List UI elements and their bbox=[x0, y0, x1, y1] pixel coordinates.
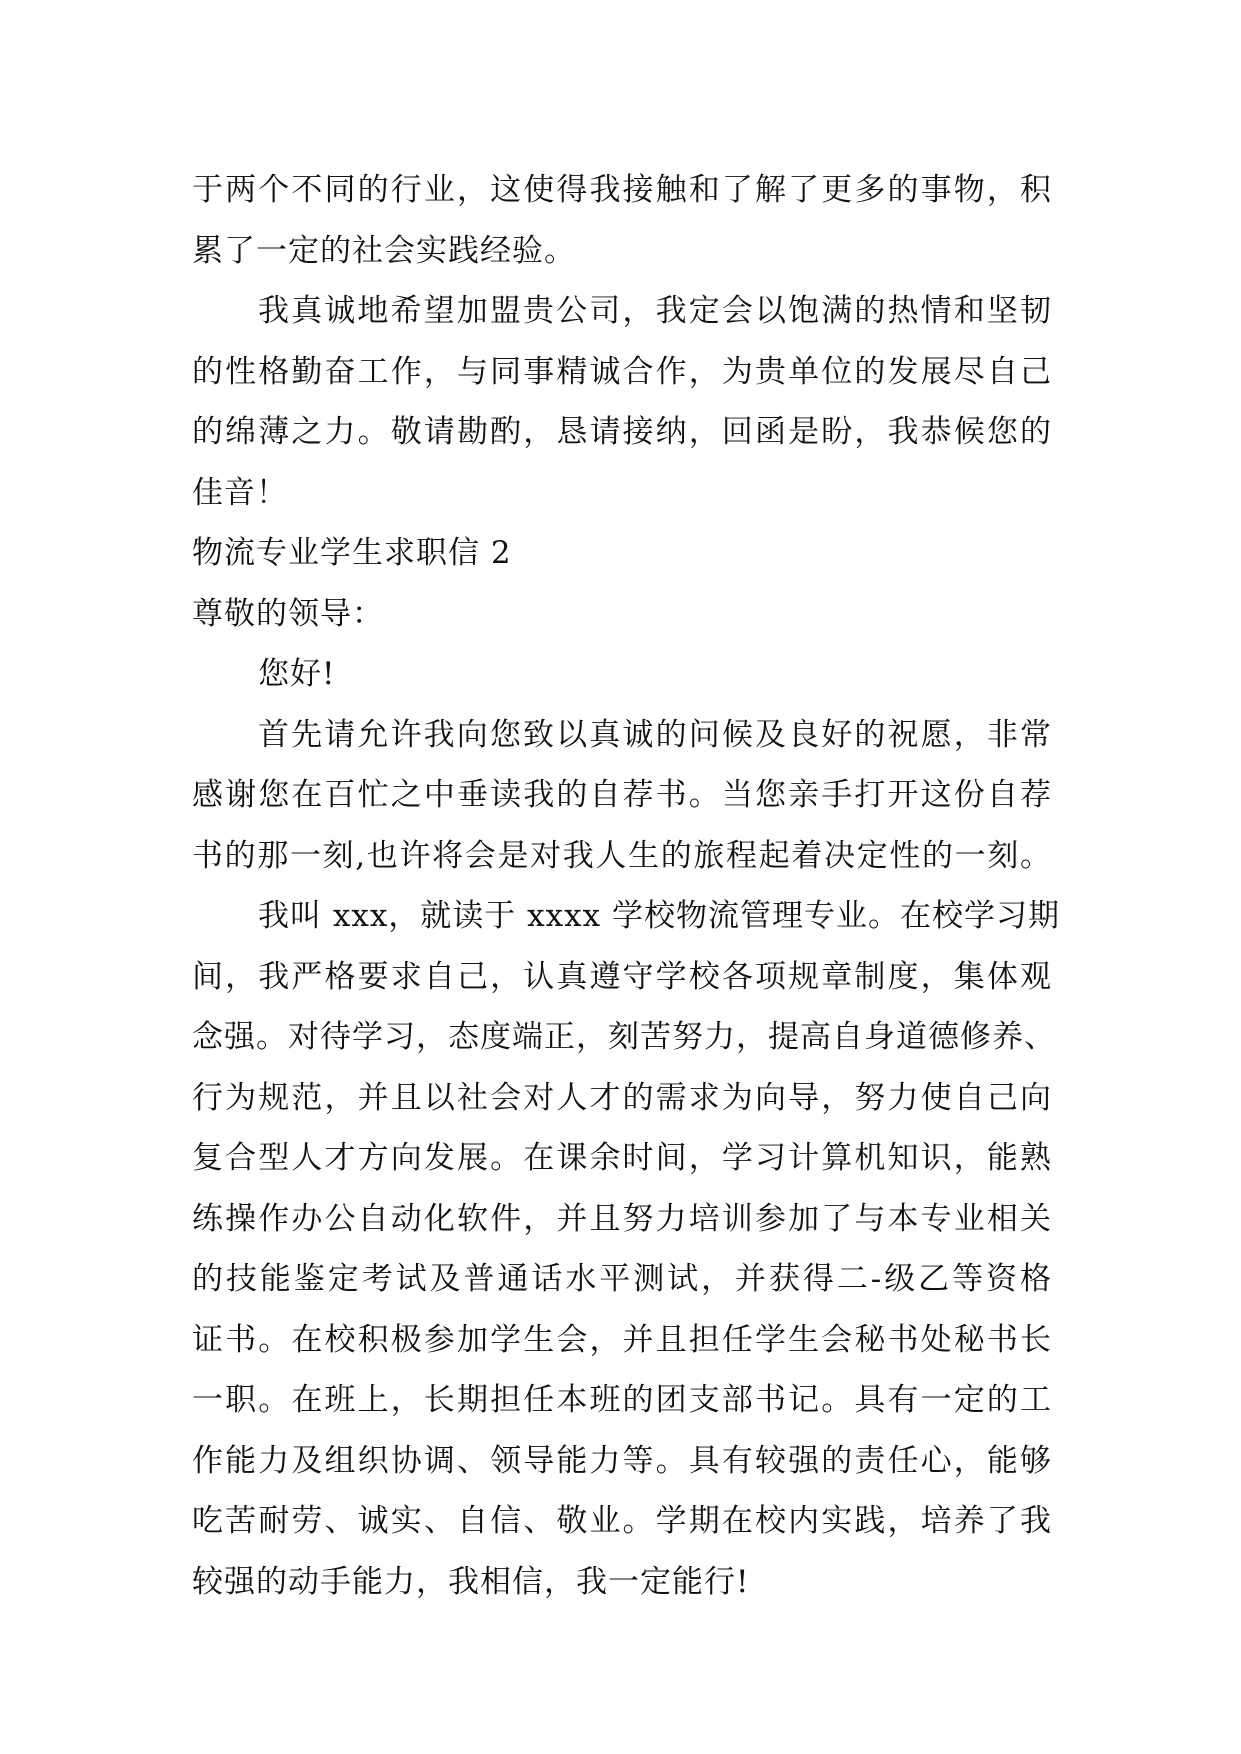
paragraph-3-line-1: 首先请允许我向您致以真诚的问候及良好的祝愿，非常 bbox=[258, 716, 1052, 753]
paragraph-4-line-5: 复合型人才方向发展。在课余时间，学习计算机知识，能熟 bbox=[192, 1140, 1052, 1176]
paragraph-4-line-8: 证书。在校积极参加学生会，并且担任学生会秘书处秘书长 bbox=[192, 1321, 1052, 1358]
letter-page bbox=[192, 160, 1060, 1612]
paragraph-2-line-1: 我真诚地希望加盟贵公司，我定会以饱满的热情和坚韧 bbox=[258, 293, 1052, 329]
paragraph-4-line-10: 作能力及组织协调、领导能力等。具有较强的责任心，能够 bbox=[192, 1442, 1052, 1479]
greeting: 您好! bbox=[258, 656, 336, 692]
paragraph-4-line-2: 间，我严格要求自己，认真遵守学校各项规章制度，集体观 bbox=[192, 958, 1052, 995]
paragraph-4-line-3: 念强。对待学习，态度端正，刻苦努力，提高自身道德修养、 bbox=[192, 1019, 1056, 1055]
paragraph-2-line-3: 的绵薄之力。敬请勘酌，恳请接纳，回函是盼，我恭候您的 bbox=[192, 414, 1052, 450]
salutation: 尊敬的领导： bbox=[192, 595, 384, 632]
paragraph-1-line-2: 累了一定的社会实践经验。 bbox=[192, 232, 576, 269]
letter-heading: 物流专业学生求职信 2 bbox=[192, 535, 512, 571]
paragraph-3-line-3: 书的那一刻,也许将会是对我人生的旅程起着决定性的一刻。 bbox=[192, 837, 1052, 874]
paragraph-4-line-6: 练操作办公自动化软件，并且努力培训参加了与本专业相关 bbox=[192, 1200, 1052, 1237]
paragraph-4-line-7: 的技能鉴定考试及普通话水平测试，并获得二-级乙等资格 bbox=[192, 1261, 1052, 1297]
paragraph-4-line-12: 较强的动手能力，我相信，我一定能行! bbox=[192, 1563, 750, 1600]
paragraph-4-line-9: 一职。在班上，长期担任本班的团支部书记。具有一定的工 bbox=[192, 1382, 1052, 1418]
paragraph-3-line-2: 感谢您在百忙之中垂读我的自荐书。当您亲手打开这份自荐 bbox=[192, 777, 1052, 813]
paragraph-4-line-11: 吃苦耐劳、诚实、自信、敬业。学期在校内实践，培养了我 bbox=[192, 1503, 1052, 1539]
paragraph-2-line-4: 佳音！ bbox=[192, 474, 288, 511]
paragraph-4-line-4: 行为规范，并且以社会对人才的需求为向导，努力使自己向 bbox=[192, 1079, 1052, 1116]
paragraph-1-line-1: 于两个不同的行业，这使得我接触和了解了更多的事物，积 bbox=[192, 172, 1052, 208]
paragraph-4-line-1: 我叫 xxx，就读于 xxxx 学校物流管理专业。在校学习期 bbox=[258, 898, 1060, 934]
paragraph-2-line-2: 的性格勤奋工作，与同事精诚合作，为贵单位的发展尽自己 bbox=[192, 353, 1052, 390]
